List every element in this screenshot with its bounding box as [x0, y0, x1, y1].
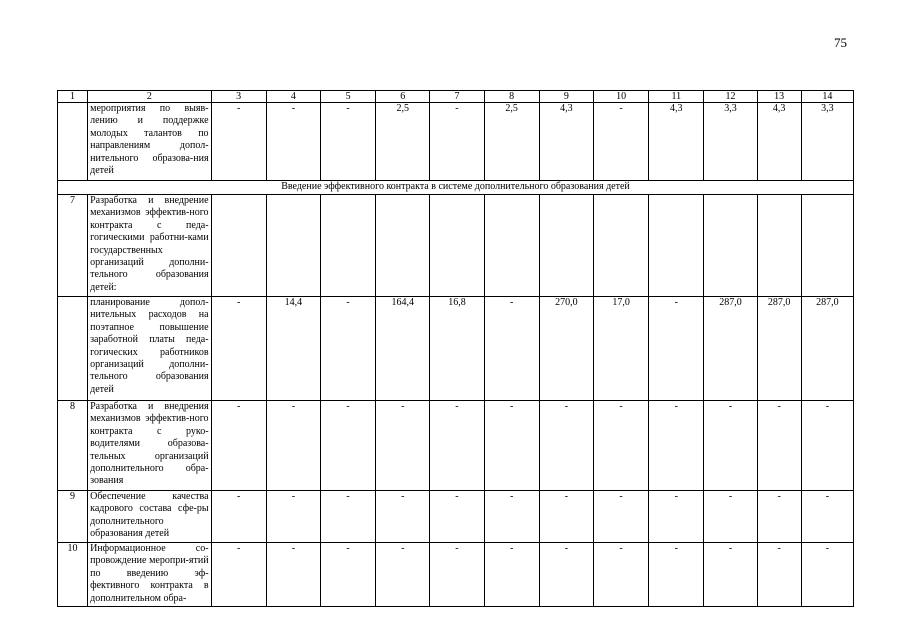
row-value: - — [211, 543, 266, 607]
row-number — [58, 103, 88, 181]
row-value: - — [539, 401, 593, 491]
row-value: - — [649, 401, 704, 491]
row-value: 4,3 — [539, 103, 593, 181]
row-value: - — [266, 543, 320, 607]
row-value: 16,8 — [430, 297, 484, 401]
table-row — [58, 195, 854, 297]
row-value: - — [539, 491, 593, 543]
row-value: - — [593, 401, 648, 491]
row-value: - — [801, 401, 853, 491]
column-header: 6 — [376, 91, 430, 103]
row-value: - — [211, 491, 266, 543]
row-value: - — [757, 401, 801, 491]
row-value: - — [593, 103, 648, 181]
row-value: - — [757, 491, 801, 543]
row-value — [320, 195, 375, 297]
row-value: 2,5 — [484, 103, 539, 181]
row-value — [430, 195, 484, 297]
column-header: 10 — [593, 91, 648, 103]
column-header: 1 — [58, 91, 88, 103]
row-value — [649, 195, 704, 297]
row-value: - — [211, 297, 266, 401]
row-text: планирование допол-нительных расходов на поэтапное повышение заработной платы педа-гогических работников организаций дополни-тельного образования детей — [88, 297, 211, 401]
row-value: - — [484, 401, 539, 491]
row-value: - — [593, 543, 648, 607]
row-number: 7 — [58, 195, 88, 297]
row-value: 3,3 — [704, 103, 757, 181]
row-number — [58, 297, 88, 401]
row-number: 9 — [58, 491, 88, 543]
column-header: 11 — [649, 91, 704, 103]
table-row — [58, 543, 854, 607]
row-value: - — [649, 491, 704, 543]
row-value: - — [704, 543, 757, 607]
row-value: - — [376, 491, 430, 543]
section-title: Введение эффективного контракта в системе дополнительного образования детей — [58, 181, 854, 195]
row-value: - — [757, 543, 801, 607]
row-value: - — [704, 491, 757, 543]
row-value: - — [376, 401, 430, 491]
row-value: - — [320, 297, 375, 401]
column-header: 8 — [484, 91, 539, 103]
row-value: 3,3 — [801, 103, 853, 181]
row-number: 8 — [58, 401, 88, 491]
row-value: 287,0 — [801, 297, 853, 401]
row-text: Разработка и внедрения механизмов эффектив-ного контракта с руко-водителями образова-тельных организаций дополнительного обра-зования — [88, 401, 211, 491]
program-table — [57, 90, 854, 607]
column-header: 3 — [211, 91, 266, 103]
row-value: 2,5 — [376, 103, 430, 181]
row-value — [211, 195, 266, 297]
row-value: - — [484, 491, 539, 543]
row-value — [704, 195, 757, 297]
row-value: - — [430, 103, 484, 181]
row-value: - — [266, 491, 320, 543]
column-header: 7 — [430, 91, 484, 103]
row-value: - — [704, 401, 757, 491]
table-row — [58, 401, 854, 491]
row-text: мероприятия по выяв-лению и поддержке молодых талантов по направлениям допол-нительного образова-ния детей — [88, 103, 211, 181]
page-number: 75 — [834, 35, 847, 50]
row-value — [484, 195, 539, 297]
row-value: - — [801, 543, 853, 607]
row-value: - — [266, 103, 320, 181]
row-value: - — [430, 543, 484, 607]
row-value — [376, 195, 430, 297]
row-value: - — [484, 297, 539, 401]
row-text: Информационное со-провождение меропри-ятий по введению эф-фективного контракта в дополнительном обра- — [88, 543, 211, 607]
table-row — [58, 491, 854, 543]
table-row — [58, 103, 854, 181]
column-header: 14 — [801, 91, 853, 103]
row-value — [801, 195, 853, 297]
row-value: 4,3 — [757, 103, 801, 181]
header-row — [58, 91, 854, 103]
row-value: - — [211, 401, 266, 491]
row-value: - — [211, 103, 266, 181]
row-value: - — [539, 543, 593, 607]
section-row — [58, 181, 854, 195]
column-header: 5 — [320, 91, 375, 103]
row-value: 4,3 — [649, 103, 704, 181]
row-value: 270,0 — [539, 297, 593, 401]
column-header: 4 — [266, 91, 320, 103]
row-text: Обеспечение качества кадрового состава сфе-ры дополнительного образования детей — [88, 491, 211, 543]
row-value — [539, 195, 593, 297]
row-value: - — [320, 491, 375, 543]
row-value: - — [376, 543, 430, 607]
column-header: 13 — [757, 91, 801, 103]
table-row — [58, 297, 854, 401]
row-value: 287,0 — [757, 297, 801, 401]
column-header: 9 — [539, 91, 593, 103]
row-value: - — [649, 297, 704, 401]
row-value: - — [801, 491, 853, 543]
row-value: - — [649, 543, 704, 607]
row-value — [757, 195, 801, 297]
column-header: 12 — [704, 91, 757, 103]
row-value: 17,0 — [593, 297, 648, 401]
row-value: - — [593, 491, 648, 543]
row-value — [266, 195, 320, 297]
row-value: 287,0 — [704, 297, 757, 401]
row-value: - — [320, 103, 375, 181]
row-value: - — [320, 543, 375, 607]
row-value: 164,4 — [376, 297, 430, 401]
row-value: - — [266, 401, 320, 491]
row-number: 10 — [58, 543, 88, 607]
row-value — [593, 195, 648, 297]
row-value: 14,4 — [266, 297, 320, 401]
row-value: - — [484, 543, 539, 607]
row-value: - — [430, 491, 484, 543]
row-value: - — [430, 401, 484, 491]
row-text: Разработка и внедрение механизмов эффектив-ного контракта с педа-гогическими работни-ками государственных организаций дополни-тельного образования детей: — [88, 195, 211, 297]
row-value: - — [320, 401, 375, 491]
column-header: 2 — [88, 91, 211, 103]
